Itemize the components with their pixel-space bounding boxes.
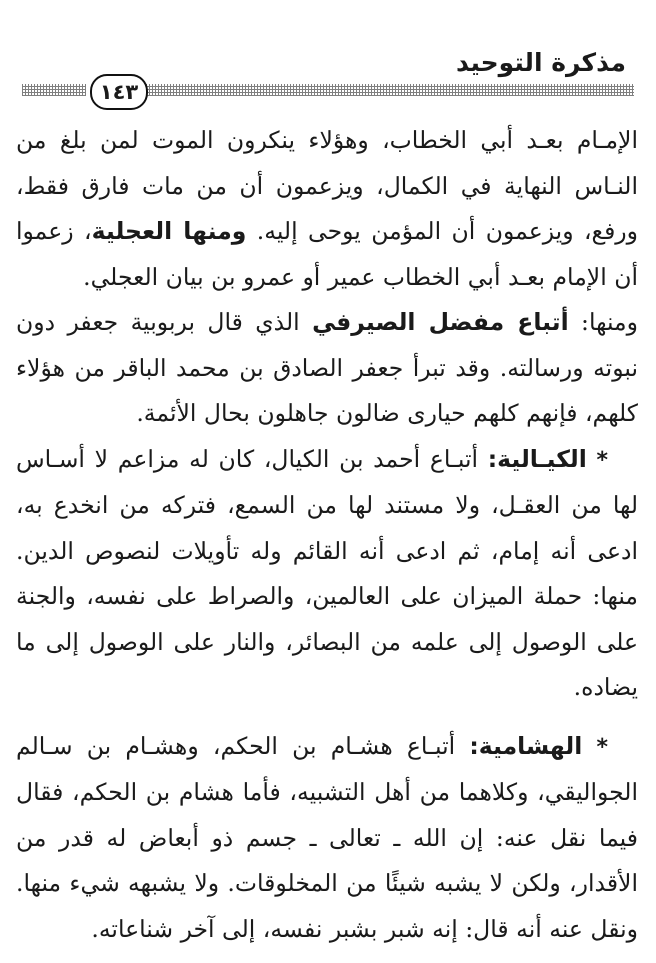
text-run: ومنها: [568, 308, 638, 336]
bold-term-hishamiyya: الهشامية: [469, 731, 583, 760]
paragraph-hishamiyya [16, 724, 638, 953]
paragraph-kayyaliyya [16, 437, 638, 711]
asterisk-bullet: * [596, 734, 608, 760]
text-run: أتبـاع هشـام بن الحكم، وهشـام بن سـالم الجواليقي، وكلاهما من أهل التشبيه، فأما هشام بن الحكم، فقال فيما نقل عنه: إن الله ـ تعالى ـ جسم ذو أبعاض له قدر من الأقدار، ولكن لا يشبه شيئًا من المخلوقات. ولا يشبهه شيء منها. ونقل عنه أنه قال: إنه شبر بشبر نفسه، إلى آخر شناعاته. [16, 731, 638, 943]
text-run: الذي قال بربوبية جعفر دون نبوته ورسالته. وقد تبرأ جعفر الصادق بن محمد الباقر من هؤلاء كلهم، فإنهم كلهم حيارى ضالون جاهلون بحال الأئمة. [16, 308, 638, 427]
bold-term-ajliyya: ومنها العجلية [91, 217, 247, 245]
running-title: مذكرة التوحيد [456, 48, 626, 77]
asterisk-bullet: * [596, 447, 608, 473]
text-run: أتبـاع أحمد بن الكيال، كان له مزاعم لا أسـاس لها من العقـل، ولا مستند لها من السمع، فتركه من انخدع به، ادعى أنه إمام، ثم ادعى أنه القائم وله تأويلات لنصوص الدين. منها: حملة الميزان على العالمين، والصراط على نفسه، والجنة على الوصول إلى علمه من البصائر، والنار على الوصول إلى ما يضاده. [16, 444, 638, 701]
bold-term-mufaddal: أتباع مفضل الصيرفي [312, 308, 569, 336]
header-rule-right [146, 84, 634, 96]
paragraph-gap [16, 711, 638, 724]
text-run: ، زعموا أن الإمام بعـد أبي الخطاب عمير أو عمرو بن بيان العجلي. [16, 217, 638, 291]
text-run: الإمـام بعـد أبي الخطاب، وهؤلاء ينكرون الموت لمن بلغ من النـاس النهاية في الكمال، ويزعمون أن من مات فارق فقط، ورفع، ويزعمون أن المؤمن يوحى إليه. [16, 126, 638, 245]
header-rule-left [22, 84, 86, 96]
page-header [22, 44, 634, 106]
paragraph-ajliyya [16, 118, 638, 300]
page-number-badge: ١٤٣ [90, 74, 148, 110]
paragraph-mufaddal [16, 300, 638, 437]
body-text [16, 118, 638, 952]
bold-term-kayyaliyya: الكيـالية: [487, 444, 587, 473]
